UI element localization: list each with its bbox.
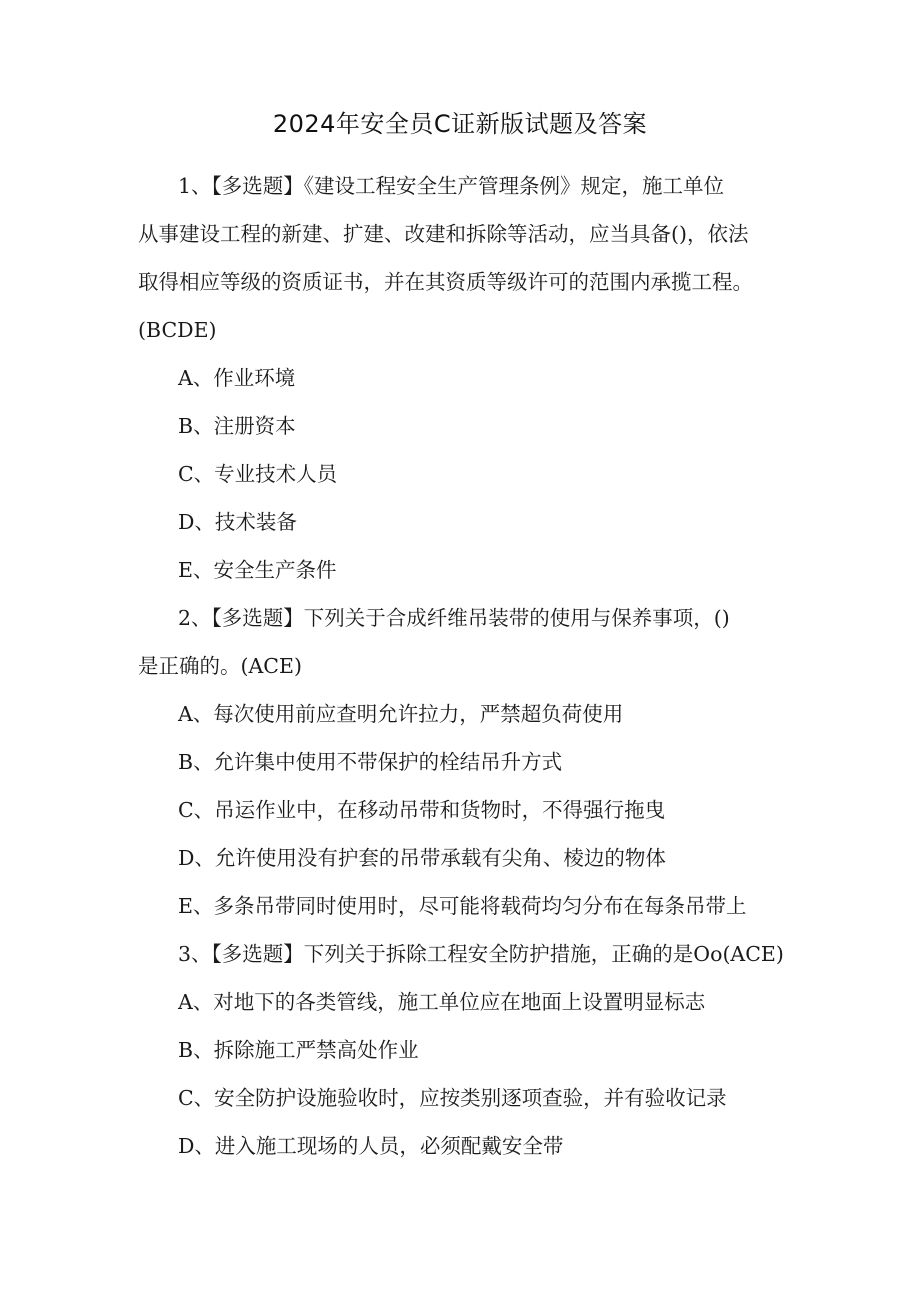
question-1-option-c: C、专业技术人员 xyxy=(178,462,338,486)
question-2-line-1: 2、【多选题】下列关于合成纤维吊装带的使用与保养事项，() xyxy=(178,606,730,630)
question-1-line-2: 从事建设工程的新建、扩建、改建和拆除等活动，应当具备()，依法 xyxy=(138,222,749,246)
question-2-option-d: D、允许使用没有护套的吊带承载有尖角、棱边的物体 xyxy=(178,846,666,870)
document-title: 2024年安全员C证新版试题及答案 xyxy=(272,110,648,138)
question-2-line-2: 是正确的。(ACE) xyxy=(138,654,302,678)
question-2-option-c: C、吊运作业中，在移动吊带和货物时，不得强行拖曳 xyxy=(178,798,666,822)
question-3-option-a: A、对地下的各类管线，施工单位应在地面上设置明显标志 xyxy=(178,990,706,1014)
question-3-option-d: D、进入施工现场的人员，必须配戴安全带 xyxy=(178,1134,564,1158)
question-2-option-a: A、每次使用前应查明允许拉力，严禁超负荷使用 xyxy=(178,702,624,726)
question-1-line-1: 1、【多选题】《建设工程安全生产管理条例》规定，施工单位 xyxy=(178,174,725,198)
question-3-option-c: C、安全防护设施验收时，应按类别逐项查验，并有验收记录 xyxy=(178,1086,727,1110)
question-1-option-e: E、安全生产条件 xyxy=(178,558,337,582)
question-2-option-e: E、多条吊带同时使用时，尽可能将载荷均匀分布在每条吊带上 xyxy=(178,894,747,918)
question-3-option-b: B、拆除施工严禁高处作业 xyxy=(178,1038,419,1062)
question-3-line-1: 3、【多选题】下列关于拆除工程安全防护措施，正确的是Oo(ACE) xyxy=(178,942,784,966)
question-1-option-a: A、作业环境 xyxy=(178,366,296,390)
question-1-line-3: 取得相应等级的资质证书，并在其资质等级许可的范围内承揽工程。 xyxy=(138,270,753,294)
question-1-option-d: D、技术装备 xyxy=(178,510,297,534)
question-1-answer: (BCDE) xyxy=(138,318,217,342)
question-1-option-b: B、注册资本 xyxy=(178,414,296,438)
question-2-option-b: B、允许集中使用不带保护的栓结吊升方式 xyxy=(178,750,563,774)
